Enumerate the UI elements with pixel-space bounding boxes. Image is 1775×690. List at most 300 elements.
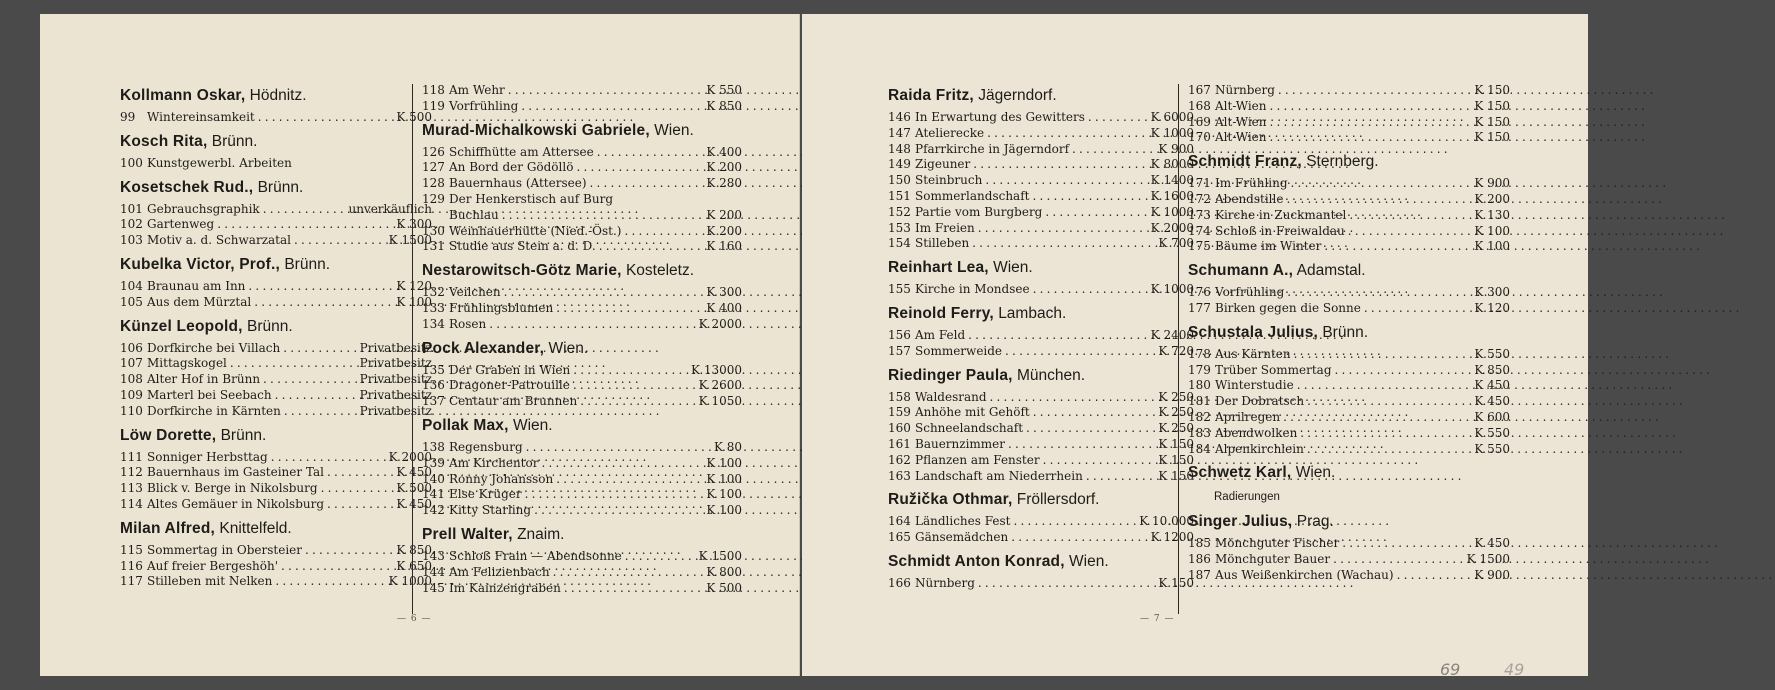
leader-dots: [1005, 437, 1156, 453]
artwork-price: unverkäuflich: [348, 201, 432, 216]
leader-dots: [1010, 514, 1137, 530]
artwork-list: [1188, 176, 1510, 255]
artwork-number: 131: [422, 239, 445, 254]
artwork-title: In Erwartung des Gewitters: [915, 110, 1085, 124]
artist-section: [1188, 260, 1510, 317]
artwork-number: 109: [120, 387, 143, 402]
artwork-entry: [888, 421, 1194, 437]
artwork-entry: [120, 574, 432, 590]
artist-section: [120, 254, 432, 311]
artwork-number: 117: [120, 574, 143, 589]
artwork-title: Ronny Johansson: [449, 471, 554, 486]
artist-heading: [1188, 151, 1510, 173]
artwork-title: Winterstudie: [1215, 378, 1294, 393]
leader-dots: [318, 481, 395, 497]
artwork-price: K 900: [1474, 567, 1510, 582]
artwork-entry: [422, 145, 742, 161]
leader-dots: [531, 503, 704, 519]
artwork-number: 114: [120, 496, 143, 511]
artwork-entry: [1188, 285, 1510, 301]
artwork-title: Landschaft am Niederrhein: [915, 468, 1083, 483]
artwork-title: Der Graben in Wien: [449, 362, 571, 377]
leader-dots: [965, 328, 1149, 344]
artwork-number: 150: [888, 173, 911, 188]
artwork-price: K 160: [706, 239, 742, 254]
leader-dots: [975, 576, 1156, 592]
artwork-title: Veilchen: [449, 285, 501, 300]
artwork-number: 156: [888, 327, 911, 342]
artist-section: [422, 260, 742, 332]
artwork-number: 157: [888, 343, 911, 358]
artwork-title: Auf freier Bergeshöh': [147, 558, 278, 573]
artwork-price: K 900: [1158, 141, 1194, 156]
leader-dots: [596, 239, 705, 255]
artist-name: Singer Julius,: [1188, 513, 1293, 531]
artwork-entry: [120, 279, 432, 295]
artwork-entry: [1188, 115, 1510, 131]
artwork-entry: [888, 126, 1194, 142]
leader-dots: [1288, 176, 1473, 192]
artwork-title: Nürnberg: [1215, 83, 1275, 97]
artwork-number: 165: [888, 530, 911, 545]
artist-name: Raida Fritz,: [888, 87, 974, 104]
artwork-title: Waldesrand: [915, 389, 987, 404]
leader-dots: [570, 378, 697, 394]
artwork-title: Schneelandschaft: [915, 421, 1024, 436]
artist-place: Lambach.: [998, 304, 1067, 322]
artist-place: Znaim.: [517, 525, 565, 543]
artwork-number: 107: [120, 356, 143, 371]
artwork-entry: [422, 160, 742, 176]
leader-dots: [280, 341, 357, 357]
artist-name: Pollak Max,: [422, 416, 509, 434]
artwork-number: 99: [120, 110, 136, 124]
artwork-title: Am Feld: [915, 327, 966, 342]
leader-dots: [969, 236, 1156, 252]
artist-place: Wien.: [1069, 552, 1109, 570]
artwork-number: 187: [1188, 567, 1211, 582]
artist-section: [1188, 151, 1510, 255]
artwork-title: Nürnberg: [915, 575, 975, 590]
artwork-entry: [1188, 442, 1510, 458]
artwork-price: K 13000: [691, 362, 742, 377]
artist-heading: [422, 415, 742, 437]
artwork-entry: [422, 239, 742, 255]
artwork-title: Kirche in Mondsee: [915, 282, 1030, 297]
artwork-entry: [1188, 552, 1510, 568]
artwork-list: [120, 110, 432, 126]
right-column-1: [888, 80, 1194, 592]
artwork-entry: [1188, 99, 1510, 115]
artwork-entry: [1188, 536, 1510, 552]
leader-dots: [1085, 110, 1149, 126]
artwork-entry: [422, 285, 742, 301]
artwork-price: K 550: [1474, 441, 1510, 456]
artwork-list: [1188, 285, 1510, 317]
artist-name: Schmidt Franz,: [1188, 153, 1302, 171]
artist-place: Wien.: [993, 259, 1033, 277]
artwork-number: 119: [422, 98, 445, 113]
artwork-price: Privatbesitz: [359, 403, 432, 418]
artwork-title: Weinhauerhütte (Nied.-Öst.): [449, 223, 622, 238]
leader-dots: [272, 388, 358, 404]
leader-dots: [1042, 205, 1148, 221]
artwork-price: K 500: [706, 580, 742, 595]
leader-dots: [501, 285, 705, 301]
artwork-title: Gebrauchsgraphik: [147, 201, 260, 216]
leader-dots: [987, 390, 1157, 406]
artwork-number: 129: [422, 191, 445, 206]
artwork-price: K 720: [1158, 343, 1194, 358]
artist-section: [888, 551, 1194, 592]
artist-name: Schustala Julius,: [1188, 323, 1319, 341]
right-page: [802, 14, 1588, 679]
artwork-entry: [422, 565, 742, 581]
artwork-entry: [422, 440, 742, 456]
leader-dots: [268, 450, 387, 466]
artwork-title: Bäume im Winter: [1215, 239, 1322, 254]
artist-place: München.: [1016, 366, 1086, 384]
artwork-title: Steinbruch: [915, 173, 983, 188]
artist-section: [888, 257, 1194, 298]
left-column-1: [120, 80, 432, 590]
artwork-list: [888, 390, 1194, 485]
artist-name: Löw Dorette,: [120, 426, 217, 444]
column-divider: [1178, 84, 1179, 614]
artist-section: [422, 338, 742, 410]
artwork-number: 179: [1188, 362, 1211, 377]
artwork-entry: [888, 142, 1194, 158]
artwork-title: Regensburg: [449, 439, 523, 454]
leader-dots: [523, 440, 712, 456]
artwork-price: K 100: [706, 455, 742, 470]
artist-heading: [888, 303, 1194, 325]
artwork-price: K 1500: [388, 233, 432, 248]
column-divider: [412, 84, 413, 614]
leader-dots: [1330, 552, 1465, 568]
artwork-price: K 700: [1158, 236, 1194, 251]
artwork-title: Mönchguter Fischer: [1215, 536, 1340, 551]
artwork-number: 139: [422, 455, 445, 470]
artwork-entry: [422, 99, 742, 115]
artwork-title: Der Dobratsch: [1215, 394, 1305, 409]
artwork-number: 145: [422, 580, 445, 595]
leader-dots: [1394, 568, 1473, 584]
artwork-price: K 450: [396, 465, 432, 480]
artwork-title: Pfarrkirche in Jägerndorf: [915, 141, 1070, 156]
artwork-title: Schiffhütte am Attersee: [449, 144, 594, 159]
artwork-entry: [1188, 410, 1510, 426]
artist-heading: [888, 365, 1194, 387]
artwork-title: Anhöhe mit Gehöft: [915, 405, 1030, 420]
leader-dots: [570, 363, 689, 379]
artwork-number: 144: [422, 564, 445, 579]
artwork-entry: [422, 394, 742, 410]
artwork-list: [888, 514, 1194, 546]
leader-dots: [577, 394, 696, 410]
leader-dots: [573, 160, 704, 176]
artwork-price: K 10.000: [1139, 514, 1194, 529]
artist-heading: [120, 131, 432, 153]
artwork-price: K 550: [1474, 346, 1510, 361]
artwork-price: K 300: [706, 285, 742, 300]
artwork-entry: [888, 437, 1194, 453]
artwork-title: Birken gegen die Sonne: [1215, 300, 1361, 315]
artwork-number: 102: [120, 217, 143, 232]
artwork-list: [888, 576, 1194, 592]
artwork-number: 154: [888, 236, 911, 251]
artwork-entry: [888, 328, 1194, 344]
artwork-list: [120, 202, 432, 249]
artwork-title: Sonniger Herbsttag: [147, 449, 268, 464]
leader-dots: [621, 224, 704, 240]
artwork-number: 175: [1188, 239, 1211, 254]
artwork-list: [120, 279, 432, 311]
artwork-price: Privatbesitz: [359, 372, 432, 387]
artwork-list: [888, 282, 1194, 298]
artwork-entry: [120, 372, 432, 388]
artwork-entry: [120, 356, 432, 372]
artist-section: [120, 131, 432, 172]
artwork-entry: [888, 282, 1194, 298]
leader-dots: [522, 487, 705, 503]
artwork-title: Der Henkerstisch auf Burg: [449, 191, 614, 206]
artist-heading: [1188, 260, 1510, 282]
artist-name: Kubelka Victor, Prof.,: [120, 255, 281, 273]
artwork-entry: [422, 472, 742, 488]
leader-dots: [324, 497, 394, 513]
leader-dots: [975, 221, 1149, 237]
artwork-title: Blick v. Berge in Nikolsburg: [147, 481, 318, 496]
artwork-entry: [888, 469, 1194, 485]
artist-section: [422, 524, 742, 596]
artwork-price: K 100: [396, 294, 432, 309]
artwork-list: [120, 450, 432, 513]
artwork-number: 183: [1188, 425, 1211, 440]
artwork-title: Trüber Sommertag: [1215, 362, 1332, 377]
artist-name: Schwetz Karl,: [1188, 464, 1292, 482]
leader-dots: [1280, 410, 1472, 426]
artwork-number: 172: [1188, 191, 1211, 206]
artwork-title: Am Kirchentor: [449, 455, 539, 470]
artwork-title: Studie aus Stein a. d. D.: [449, 239, 596, 254]
artwork-number: 115: [120, 542, 143, 557]
artwork-number: 158: [888, 389, 911, 404]
artwork-number: 176: [1188, 285, 1211, 300]
artist-heading: [422, 120, 742, 142]
artist-name: Riedinger Paula,: [888, 366, 1013, 384]
artwork-entry: [888, 390, 1194, 406]
leader-dots: [1283, 192, 1472, 208]
artist-section: [422, 83, 742, 115]
artwork-number: 128: [422, 176, 445, 191]
artwork-list: [422, 285, 742, 332]
artwork-title: Altes Gemäuer in Nikolsburg: [147, 496, 325, 511]
artwork-number: 143: [422, 548, 445, 563]
artwork-number: 105: [120, 294, 143, 309]
artwork-price: K 300: [396, 217, 432, 232]
artwork-price: K 500: [396, 110, 432, 124]
artwork-list: [422, 549, 742, 596]
artwork-price: K 450: [1474, 394, 1510, 409]
artist-name: Künzel Leopold,: [120, 317, 243, 335]
artist-name: Pock Alexander,: [422, 339, 545, 357]
artwork-title: Alter Hof in Brünn: [147, 372, 261, 387]
artwork-price: K 150: [1474, 98, 1510, 113]
artwork-title: Gänsemädchen: [915, 530, 1009, 545]
artwork-title: Kitty Starling: [449, 503, 532, 518]
right-column-2: [1188, 80, 1510, 584]
artwork-list: [422, 145, 742, 256]
artwork-title: Partie vom Burgberg: [915, 204, 1043, 219]
artwork-price: K 280: [706, 176, 742, 191]
artwork-number: 126: [422, 144, 445, 159]
artwork-number: 106: [120, 340, 143, 355]
artwork-price: K 400: [706, 300, 742, 315]
artist-heading: [422, 260, 742, 282]
artwork-number: 177: [1188, 300, 1211, 315]
artwork-number: 142: [422, 503, 445, 518]
artwork-number: 174: [1188, 223, 1211, 238]
artist-section: [888, 489, 1194, 546]
artwork-number: 111: [120, 449, 143, 464]
artwork-price: K 100: [706, 487, 742, 502]
artist-name: Reinold Ferry,: [888, 304, 994, 322]
artist-heading: [120, 518, 432, 540]
artist-section: [1188, 511, 1510, 583]
handwritten-note: 49: [1504, 660, 1525, 679]
artwork-number: 133: [422, 300, 445, 315]
artwork-entry: [1188, 239, 1510, 255]
artwork-title: Wintereinsamkeit: [147, 110, 255, 124]
artwork-title: Centaur am Brunnen: [449, 394, 578, 409]
artist-section: [888, 303, 1194, 360]
artwork-price: Privatbesitz: [359, 340, 432, 355]
artwork-entry: [1188, 224, 1510, 240]
artwork-price: K 550: [1474, 425, 1510, 440]
artwork-price: K 2000: [1150, 220, 1194, 235]
artwork-entry: [888, 221, 1194, 237]
artist-heading: [120, 425, 432, 447]
artwork-entry: [422, 549, 742, 565]
artwork-number: 116: [120, 558, 143, 573]
artwork-price: K 100: [1474, 223, 1510, 238]
leader-dots: [1361, 301, 1472, 317]
artist-section: [120, 518, 432, 590]
artist-place: Knittelfeld.: [219, 519, 292, 537]
leader-dots: [1345, 224, 1473, 240]
artist-place: Jägerndorf.: [978, 87, 1057, 104]
artist-section: [422, 415, 742, 519]
leader-dots: [1040, 453, 1157, 469]
artwork-entry: [888, 236, 1194, 252]
leader-dots: [1339, 536, 1472, 552]
artwork-price: K 600: [1474, 409, 1510, 424]
artwork-title-continued: Buchlau: [449, 207, 499, 222]
artwork-entry: [120, 404, 432, 420]
leader-dots: [227, 356, 358, 372]
artwork-price: K 2000: [698, 316, 742, 331]
artwork-number: 136: [422, 378, 445, 393]
artwork-title: Sommerlandschaft: [915, 188, 1030, 203]
leader-dots: [1030, 405, 1157, 421]
artwork-number: 163: [888, 468, 911, 483]
artwork-number: 147: [888, 125, 911, 140]
artwork-number: 182: [1188, 409, 1211, 424]
artwork-entry: [888, 157, 1194, 173]
leader-dots: [251, 295, 394, 311]
artwork-number: 134: [422, 316, 445, 331]
artwork-entry: [422, 301, 742, 317]
artwork-entry: [1188, 363, 1510, 379]
artwork-entry: [120, 341, 432, 357]
artwork-title: Sommertag in Obersteier: [147, 542, 303, 557]
artwork-number: 141: [422, 487, 445, 502]
leader-dots: [291, 233, 387, 249]
artwork-list: [422, 83, 742, 115]
artwork-number: 113: [120, 481, 143, 496]
artwork-entry: [120, 295, 432, 311]
artwork-title: Alt-Wien: [1215, 98, 1267, 113]
artwork-number: 153: [888, 220, 911, 235]
artwork-price: K 900: [1474, 176, 1510, 191]
artwork-title: Marterl bei Seebach: [147, 387, 272, 402]
artist-heading: [1188, 511, 1510, 533]
artwork-title: Am Wehr: [449, 83, 505, 97]
artwork-title: Aus dem Mürztal: [147, 294, 252, 309]
artist-heading: [1188, 462, 1510, 484]
leader-dots: [550, 565, 705, 581]
artwork-number: 166: [888, 575, 911, 590]
artwork-number: 171: [1188, 176, 1211, 191]
artwork-title: Frühlingsblumen: [449, 300, 554, 315]
artwork-number: 146: [888, 110, 911, 124]
artwork-entry: [422, 378, 742, 394]
artwork-number: 160: [888, 421, 911, 436]
artwork-entry: [1188, 378, 1510, 394]
artwork-number: 185: [1188, 536, 1211, 551]
artist-place: Wien.: [654, 121, 694, 139]
artwork-entry: [120, 388, 432, 404]
artwork-entry: [1188, 192, 1510, 208]
artwork-title: Sommerweide: [915, 343, 1003, 358]
artwork-price: K 450: [396, 496, 432, 511]
artwork-entry: [888, 189, 1194, 205]
leader-dots: [553, 472, 704, 488]
artwork-title: Pflanzen am Fenster: [915, 452, 1040, 467]
artwork-number: 162: [888, 452, 911, 467]
artist-place: Prag.: [1296, 513, 1334, 531]
artwork-title: Im Kainzengraben: [449, 580, 561, 595]
artwork-price: K 150: [1474, 114, 1510, 129]
leader-dots: [505, 83, 705, 99]
artwork-list: [888, 110, 1194, 252]
artwork-number: 130: [422, 223, 445, 238]
artist-place: Brünn.: [1322, 323, 1369, 341]
artist-place: Wien.: [548, 339, 589, 357]
artwork-entry: [1188, 83, 1510, 99]
artwork-price: K 120: [396, 278, 432, 293]
leader-dots: [1284, 285, 1472, 301]
artwork-entry: [422, 456, 742, 472]
artwork-title: Aprilregen: [1215, 409, 1281, 424]
artwork-entry: [1188, 176, 1510, 192]
artwork-number: 151: [888, 188, 911, 203]
artist-name: Kosch Rita,: [120, 132, 208, 150]
artist-name: Kollmann Oskar,: [120, 87, 246, 104]
artwork-entry: [1188, 347, 1510, 363]
leader-dots: [970, 157, 1148, 173]
